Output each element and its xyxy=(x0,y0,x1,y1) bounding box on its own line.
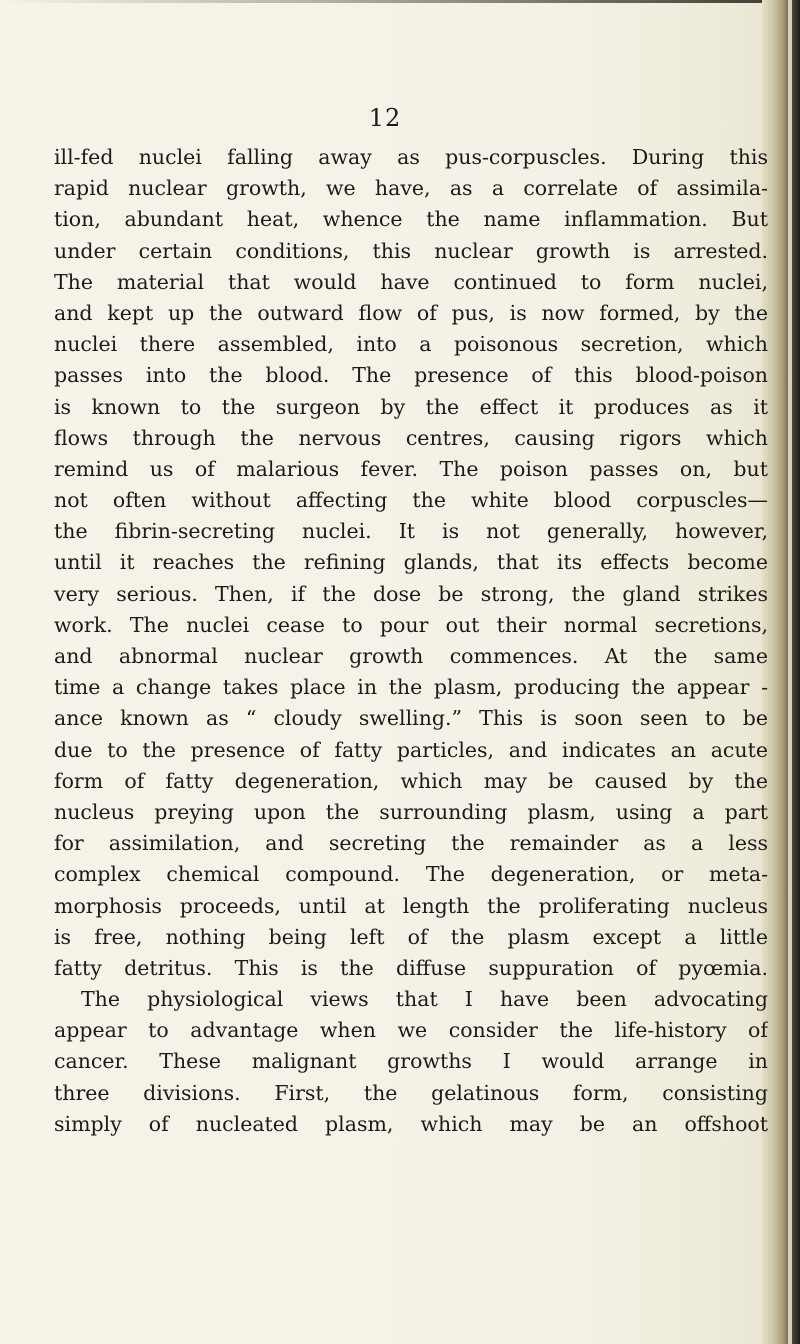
text-line: work. The nuclei cease to pour out their normal secretions, xyxy=(54,612,768,637)
text-line: under certain conditions, this nuclear growth is arrested. xyxy=(54,238,768,263)
text-line: ance known as “ cloudy swelling.” This is soon seen to be xyxy=(54,706,768,731)
text-line: due to the presence of fatty particles, and indicates an acute xyxy=(54,737,768,762)
page-top-edge xyxy=(0,0,800,3)
text-line: remind us of malarious fever. The poison passes on, but xyxy=(54,456,768,481)
text-line: passes into the blood. The presence of this blood-poison xyxy=(54,363,768,388)
text-line: morphosis proceeds, until at length the proliferating nucleus xyxy=(54,893,768,918)
text-line: tion, abundant heat, whence the name inflammation. But xyxy=(54,207,768,232)
text-line: and abnormal nuclear growth commences. At the same xyxy=(54,644,768,668)
text-line: until it reaches the refining glands, that its effects become xyxy=(54,550,768,575)
text-line: not often without affecting the white blood corpuscles— xyxy=(54,488,768,513)
text-line: the fibrin-secreting nuclei. It is not generally, however, xyxy=(54,519,768,544)
text-line: simply of nucleated plasm, which may be an offshoot xyxy=(54,1111,768,1136)
paragraph-start-line: The physiological views that I have been advocating xyxy=(81,987,768,1012)
text-line: The material that would have continued to form nuclei, xyxy=(54,269,768,294)
text-line: ill-fed nuclei falling away as pus-corpuscles. During this xyxy=(54,145,768,169)
text-line: and kept up the outward flow of pus, is now formed, by the xyxy=(54,300,768,325)
body-text xyxy=(54,142,768,1140)
text-line: rapid nuclear growth, we have, as a correlate of assimila- xyxy=(54,176,768,201)
text-line: nuclei there assembled, into a poisonous secretion, which xyxy=(54,332,768,357)
text-line: complex chemical compound. The degeneration, or meta- xyxy=(54,862,768,887)
text-line: for assimilation, and secreting the remainder as a less xyxy=(54,831,768,856)
text-line: is known to the surgeon by the effect it produces as it xyxy=(54,394,768,419)
text-line: cancer. These malignant growths I would arrange in xyxy=(54,1049,768,1074)
text-line: form of fatty degeneration, which may be caused by the xyxy=(54,768,768,793)
text-line: time a change takes place in the plasm, producing the appear - xyxy=(54,675,768,700)
book-page-edge xyxy=(788,0,792,1344)
page-number: 12 xyxy=(368,104,402,132)
text-line: appear to advantage when we consider the life-history of xyxy=(54,1018,768,1043)
text-line: very serious. Then, if the dose be strong, the gland strikes xyxy=(54,581,768,606)
text-line: fatty detritus. This is the diffuse suppuration of pyœmia. xyxy=(54,955,768,980)
text-line: three divisions. First, the gelatinous form, consisting xyxy=(54,1080,768,1105)
text-line: is free, nothing being left of the plasm except a little xyxy=(54,924,768,949)
text-line: nucleus preying upon the surrounding plasm, using a part xyxy=(54,799,768,824)
text-line: flows through the nervous centres, causing rigors which xyxy=(54,425,768,450)
